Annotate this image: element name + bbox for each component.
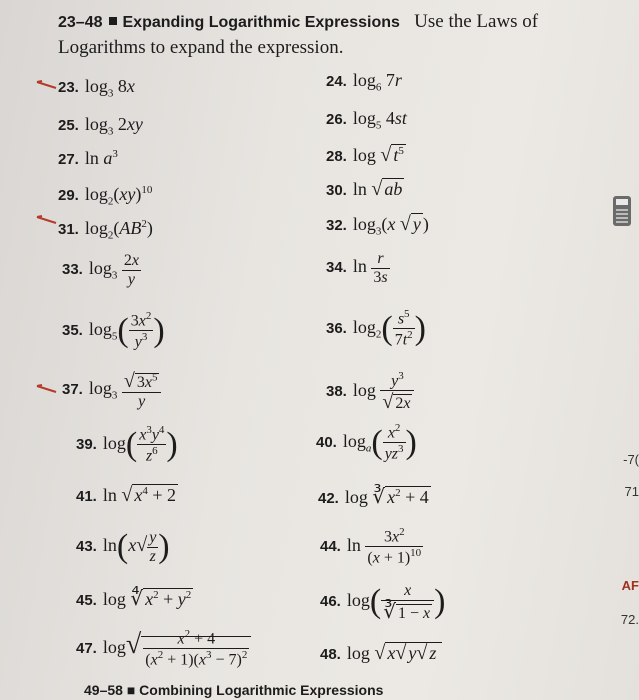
square-bullet-icon [109,17,117,25]
exercise-36: 36. $\log_2$( $\frac{s^5}{7t^2}$ ) [326,308,426,349]
exercise-30: 30. ln √ ab [326,178,403,200]
edge-text-c: AF [621,578,639,593]
exercise-44: 44. ln $\frac{3x^2}{(x + 1)^{10}}$ [320,526,422,567]
exercise-37: 37. $\log_3$ $\frac{√ 3x^5}{y}$ [62,370,161,411]
edge-text-d: 72. [620,612,639,627]
exercise-47: 47. log√ $\frac{x^2 + 4}{(x^2 + 1)(x^3 - 7)^2}$ [76,628,251,669]
next-section-header: 49–58 ■ Combining Logarithmic Expressions [84,682,384,698]
section-title: Expanding Logarithmic Expressions [122,14,400,31]
exercise-42: 42. log ∛ $x^2 + 4$ [318,486,429,508]
exercise-32: 32. $\log_3(x$ √ y ) [326,213,429,238]
exercise-28: 28. log √ $t^5$ [326,144,404,166]
exercise-46: 46. log( $\frac{x}{∛ 1 - x}$ ) [320,582,446,623]
pencil-mark-icon [36,80,56,88]
pencil-mark-icon [36,215,56,223]
exercise-range: 23–48 [58,14,103,31]
edge-text-a: -7( [623,452,639,467]
exercise-25: 25. $\log_3 2xy$ [58,114,143,138]
exercise-45: 45. log ∜ $x^2 + y^2$ [76,588,192,610]
section-header [58,9,598,60]
exercise-40: 40. $\log_a$( $\frac{x^2}{yz^3}$ ) [316,422,417,463]
exercise-48: 48. log √ x√ y√ z [320,642,442,665]
instruction-line-2: Logarithms to expand the expression. [58,37,344,58]
exercise-43: 43. ln(x√ $\frac{y}{z}$ ) [76,528,170,565]
pencil-mark-icon [36,384,56,392]
exercise-41: 41. ln √ $x^4 + 2$ [76,484,177,506]
exercise-24: 24. $\log_6 7r$ [326,70,402,94]
exercise-31: 31. $\log_2(AB^2)$ [58,218,153,242]
exercise-34: 34. ln $\frac{r}{3s}$ [326,250,388,286]
exercise-26: 26. $\log_5 4st$ [326,108,407,132]
exercise-27: 27. $\ln a^3$ [58,148,118,168]
edge-text-b: 71 [624,484,639,499]
exercise-35: 35. $\log_5$( $\frac{3x^2}{y^3}$ ) [62,310,165,351]
instruction-line-1: Use the Laws of [414,11,539,32]
exercise-33: 33. $\log_3$ $\frac{2x}{y}$ [62,252,139,288]
exercise-39: 39. log( $\frac{x^3y^4}{z^6}$ ) [76,424,178,465]
exercise-23: 23. $\log_3 8x$ [58,76,135,100]
exercise-38: 38. log $\frac{y^3}{√ 2x}$ [326,370,414,413]
calculator-icon [613,196,631,226]
exercise-29: 29. $\log_2(xy)^{10}$ [58,184,153,208]
